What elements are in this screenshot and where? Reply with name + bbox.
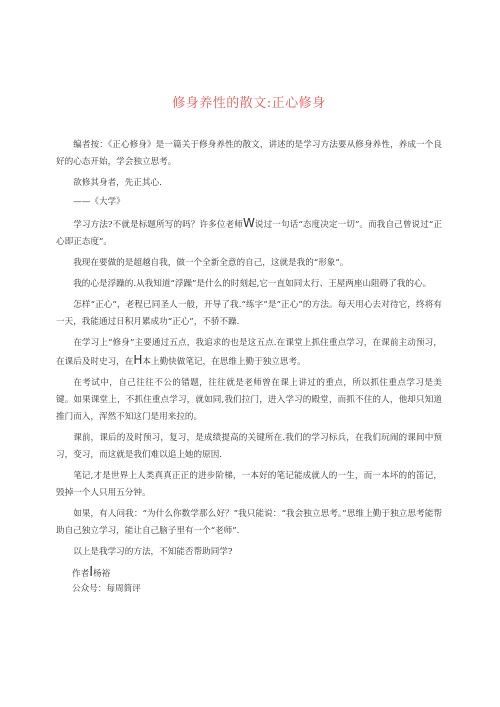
inline-letter-h: H — [133, 353, 143, 367]
paragraph-self: 我现在要做的是超越自我，做一个全新全意的自己，这就是我的“形象”。 — [73, 258, 349, 268]
author-block — [72, 565, 442, 597]
paragraph-calligraphy: 怎样“正心”，老程已同圣人一般，开导了我.“练字”是“正心”的方法。每天用心去对待它，终将有一天，我能通过日积月累成功“正心”，不骄不躁. — [56, 300, 442, 327]
author-line — [72, 565, 442, 582]
author-name: 杨裕 — [93, 569, 111, 579]
paragraph-closing: 以上是我学习的方法，不知能否帮助同学? — [73, 547, 233, 557]
quote-source: ——《大学》 — [73, 197, 125, 207]
paragraph-five-points — [56, 335, 442, 371]
editor-note: 编者按：《正心修身》是一篇关于修身养性的散文，讲述的是学习方法要从修身养性，养成一个良好的心态开始，学会独立思考。 — [56, 140, 442, 167]
paragraph-teacher-quote — [56, 215, 442, 251]
author-label: 作者 — [72, 569, 90, 579]
paragraph-preview-review: 课前，课后的及时预习，复习，是成绩提高的关键所在.我们的学习标兵，在我们玩闹的课间中预习，变习，而这就是我们难以追上她的原因. — [56, 433, 442, 460]
article-title: 修身养性的散文:正心修身 — [172, 96, 326, 111]
author-mark: I — [89, 565, 94, 580]
quote-line: 欲修其身者，先正其心. — [73, 178, 162, 188]
inline-letter-w: W — [242, 216, 255, 230]
paragraph-five-points-lead: 在学习上“修身”主要通过五点，我追求的也是这五点.在课堂上抓住重点学习，在课前主动预习，在课后及时史习，在 — [56, 338, 442, 367]
paragraph-five-points-rest: 本上勤快做笔记，在思维上勤于独立思考。 — [142, 357, 306, 367]
paragraph-math: 如果，有人问我：“为什么你数学那么好？”我只能说：“我会独立思考。”思维上勤于独立思考能帮助自己独立学习，能让自己脑子里有一个“老师”. — [56, 509, 442, 536]
paragraph-notes: 笔记,才是世界上人类真真正正的进步阶梯，一本好的笔记能成就人的一生，而一本坏的的笛记，毁掉一个人只用五分钟。 — [56, 471, 442, 498]
paragraph-teacher-quote-lead: 学习方法?不就是标题所写的吗？许多位老师 — [73, 220, 243, 230]
official-account: 公众号：每周简评 — [72, 584, 141, 594]
paragraph-exam: 在考试中，自己往往不公的错题，往往就是老师曾在课上讲过的重点，所以抓住重点学习是美键。如果课堂上，不抓住重点学习，就如同,我们拉门，进入学习的殿堂，而抓不住的人，他却只知道推门而入，浑然不知这门是用来拉的。 — [56, 378, 442, 422]
paragraph-teacher-quote-rest: 说过一句话“态度决定一切”。而我自己曾说过“正心即正态度”。 — [56, 220, 442, 247]
paragraph-restless: 我的心是浮躁的.从我知道“浮躁”是什么的时刻起,它一直如同太行、王屋两座山阻碍了我的心。 — [73, 279, 432, 289]
